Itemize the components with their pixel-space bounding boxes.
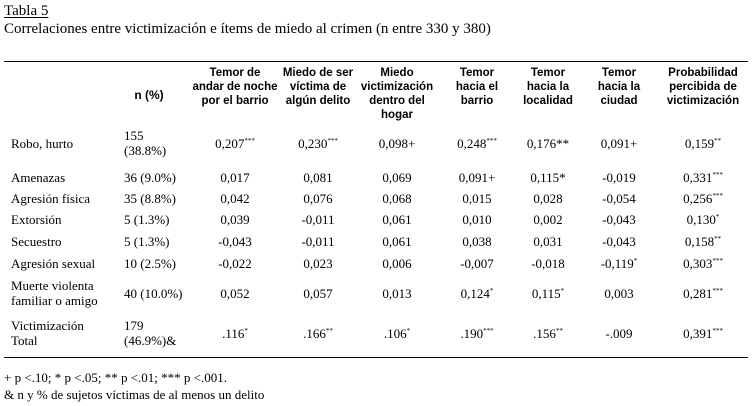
correlation-value: 0,207 (215, 136, 245, 151)
correlation-cell (220, 170, 249, 185)
correlation-cell (379, 136, 416, 151)
correlation-value: 0,013 (382, 286, 412, 301)
top-rule (4, 61, 748, 62)
correlation-cell (303, 191, 332, 206)
significance-mark: ** (325, 327, 333, 335)
correlation-value: 0,091+ (600, 136, 638, 151)
correlation-value: 0,061 (382, 234, 412, 249)
correlation-value: -0,043 (602, 212, 636, 227)
significance-mark: *** (244, 137, 255, 145)
footnote-n-note: & n y % de sujetos víctimas de al menos un delito (4, 387, 265, 402)
correlation-cell (527, 136, 569, 151)
correlation-value: 0,023 (303, 256, 333, 271)
header-temor-ciudad: Temor hacia la ciudad (597, 67, 641, 107)
correlation-value: 0,039 (220, 212, 250, 227)
correlation-value: 0,052 (220, 286, 250, 301)
row-n-percent: 10 (2.5%) (124, 256, 176, 271)
correlation-cell (222, 326, 248, 341)
correlation-cell (531, 256, 565, 271)
correlation-cell (382, 256, 411, 271)
correlation-cell (301, 234, 334, 249)
correlation-value: 0,098+ (378, 136, 416, 151)
correlation-value: 0,042 (220, 191, 250, 206)
correlation-value: 0,017 (220, 170, 250, 185)
correlation-cell (602, 234, 636, 249)
correlation-value: 0,061 (382, 212, 412, 227)
correlation-cell (533, 191, 562, 206)
correlation-value: 0,256 (683, 191, 713, 206)
header-miedo-victima-delito: Miedo de ser víctima de algún delito (282, 67, 354, 107)
significance-mark: * (489, 287, 494, 295)
correlation-cell (218, 256, 252, 271)
correlation-value: -0,043 (218, 234, 252, 249)
correlation-value: -0,011 (301, 234, 335, 249)
header-temor-barrio: Temor hacia el barrio (455, 67, 499, 107)
correlation-cell (462, 191, 491, 206)
significance-mark: *** (712, 287, 723, 295)
correlation-value: 0,031 (533, 234, 563, 249)
correlation-value: .116 (222, 326, 245, 341)
row-label: Agresión sexual (11, 256, 96, 271)
correlation-value: -0,043 (602, 234, 636, 249)
correlation-cell (382, 234, 411, 249)
row-n-percent: 36 (9.0%) (124, 170, 176, 185)
correlation-value: 0,248 (457, 136, 487, 151)
correlation-value: 0,124 (460, 286, 490, 301)
correlation-cell (533, 212, 562, 227)
row-label: Agresión física (11, 191, 91, 206)
row-label: Secuestro (11, 234, 62, 249)
header-temor-noche-barrio: Temor de andar de noche por el barrio (192, 67, 278, 107)
correlation-cell (533, 326, 563, 341)
correlation-value: -0,011 (301, 212, 335, 227)
correlation-cell (220, 286, 249, 301)
correlation-value: 0,281 (683, 286, 713, 301)
header-n: n (%) (134, 88, 164, 102)
correlation-cell (602, 212, 636, 227)
correlation-cell (303, 326, 333, 341)
significance-mark: *** (712, 327, 723, 335)
row-label: Victimización Total (11, 318, 84, 348)
correlation-value: 0,038 (462, 234, 492, 249)
footnote-significance: + p <.10; * p <.05; ** p <.01; *** p <.001. (4, 370, 227, 385)
correlation-cell (303, 256, 332, 271)
correlation-cell (530, 170, 565, 185)
correlation-cell (382, 286, 411, 301)
correlation-cell (218, 234, 252, 249)
significance-mark: * (715, 213, 720, 221)
correlation-value: -0,119 (600, 256, 634, 271)
header-temor-localidad: Temor hacia la localidad (523, 67, 573, 107)
correlation-value: -0,007 (460, 256, 494, 271)
correlation-cell (460, 326, 493, 341)
significance-mark: * (633, 257, 638, 265)
correlation-value: 0,028 (533, 191, 563, 206)
correlation-cell (685, 234, 721, 249)
correlation-cell (220, 212, 249, 227)
row-label: Robo, hurto (11, 136, 74, 151)
correlation-cell (462, 212, 491, 227)
correlation-value: -0,019 (602, 170, 636, 185)
correlation-cell (459, 170, 496, 185)
row-label: Muerte violenta familiar o amigo (11, 278, 98, 308)
correlation-value: 0,068 (382, 191, 412, 206)
row-n-percent: 155 (38.8%) (124, 128, 167, 158)
correlation-value: 0,115 (531, 286, 561, 301)
correlation-value: 0,006 (382, 256, 412, 271)
correlation-value: 0,159 (684, 136, 715, 151)
row-label: Extorsión (11, 212, 62, 227)
significance-mark: ** (714, 235, 722, 243)
correlation-value: 0,115* (530, 170, 566, 185)
significance-mark: *** (483, 327, 494, 335)
correlation-value: 0,057 (303, 286, 333, 301)
correlation-cell (298, 136, 338, 151)
significance-mark: * (406, 327, 411, 335)
correlation-cell (461, 286, 494, 301)
correlation-value: -.009 (605, 326, 633, 341)
significance-mark: *** (712, 171, 723, 179)
significance-mark: *** (327, 137, 338, 145)
correlation-value: 0,081 (303, 170, 333, 185)
correlation-value: 0,015 (462, 191, 492, 206)
correlation-cell (384, 326, 410, 341)
table-subtitle: Correlaciones entre victimización e ítems de miedo al crimen (n entre 330 y 380) (4, 21, 491, 37)
significance-mark: * (244, 327, 248, 335)
row-n-percent: 35 (8.8%) (124, 191, 176, 206)
correlation-cell (602, 170, 636, 185)
correlation-value: 0,176** (526, 136, 570, 151)
significance-mark: * (560, 287, 565, 295)
correlation-cell (685, 136, 721, 151)
correlation-value: .156 (533, 326, 556, 341)
correlation-value: 0,230 (298, 136, 328, 151)
correlation-value: .106 (383, 326, 407, 341)
correlation-cell (687, 212, 720, 227)
correlation-cell (683, 170, 723, 185)
correlation-value: 0,130 (686, 212, 716, 227)
header-miedo-hogar: Miedo victimización dentro del hogar (360, 67, 434, 121)
significance-mark: *** (486, 137, 497, 145)
correlation-cell (460, 256, 494, 271)
significance-mark: ** (714, 137, 722, 145)
correlation-value: 0,076 (303, 191, 333, 206)
significance-mark: ** (555, 327, 563, 335)
correlation-value: 0,091+ (458, 170, 496, 185)
row-n-percent: 5 (1.3%) (124, 234, 170, 249)
correlation-cell (601, 256, 638, 271)
correlation-cell (605, 326, 632, 341)
correlation-value: .166 (303, 326, 326, 341)
correlation-cell (532, 286, 564, 301)
correlation-cell (382, 191, 411, 206)
correlation-cell (683, 326, 723, 341)
table-title: Tabla 5 (4, 3, 49, 19)
row-n-percent: 179 (46.9%)& (124, 318, 177, 348)
correlation-cell (303, 286, 332, 301)
bottom-rule (4, 357, 748, 358)
row-n-percent: 40 (10.0%) (124, 286, 183, 301)
row-n-percent: 5 (1.3%) (124, 212, 170, 227)
correlation-value: 0,010 (462, 212, 492, 227)
correlation-cell (683, 286, 723, 301)
correlation-value: 0,003 (604, 286, 634, 301)
correlation-cell (220, 191, 249, 206)
correlation-cell (602, 191, 636, 206)
correlation-value: 0,069 (382, 170, 412, 185)
significance-mark: *** (712, 192, 723, 200)
correlation-value: 0,331 (683, 170, 713, 185)
correlation-cell (601, 136, 638, 151)
correlation-cell (215, 136, 255, 151)
correlation-value: 0,391 (683, 326, 713, 341)
row-label: Amenazas (11, 170, 66, 185)
correlation-value: .190 (460, 326, 484, 341)
correlation-value: 0,002 (533, 212, 563, 227)
correlation-value: 0,303 (683, 256, 713, 271)
correlation-value: -0,018 (531, 256, 565, 271)
correlation-cell (457, 136, 497, 151)
correlation-cell (303, 170, 332, 185)
correlation-cell (604, 286, 633, 301)
correlation-cell (382, 170, 411, 185)
significance-mark: *** (712, 257, 723, 265)
correlation-cell (462, 234, 491, 249)
header-probabilidad-victimizacion: Probabilidad percibida de victimización (666, 67, 740, 107)
correlation-cell (533, 234, 562, 249)
correlation-cell (683, 256, 723, 271)
correlation-cell (683, 191, 723, 206)
correlation-value: -0,022 (218, 256, 252, 271)
correlation-value: -0,054 (602, 191, 636, 206)
correlation-value: 0,158 (684, 234, 715, 249)
correlation-cell (382, 212, 411, 227)
correlation-cell (301, 212, 334, 227)
